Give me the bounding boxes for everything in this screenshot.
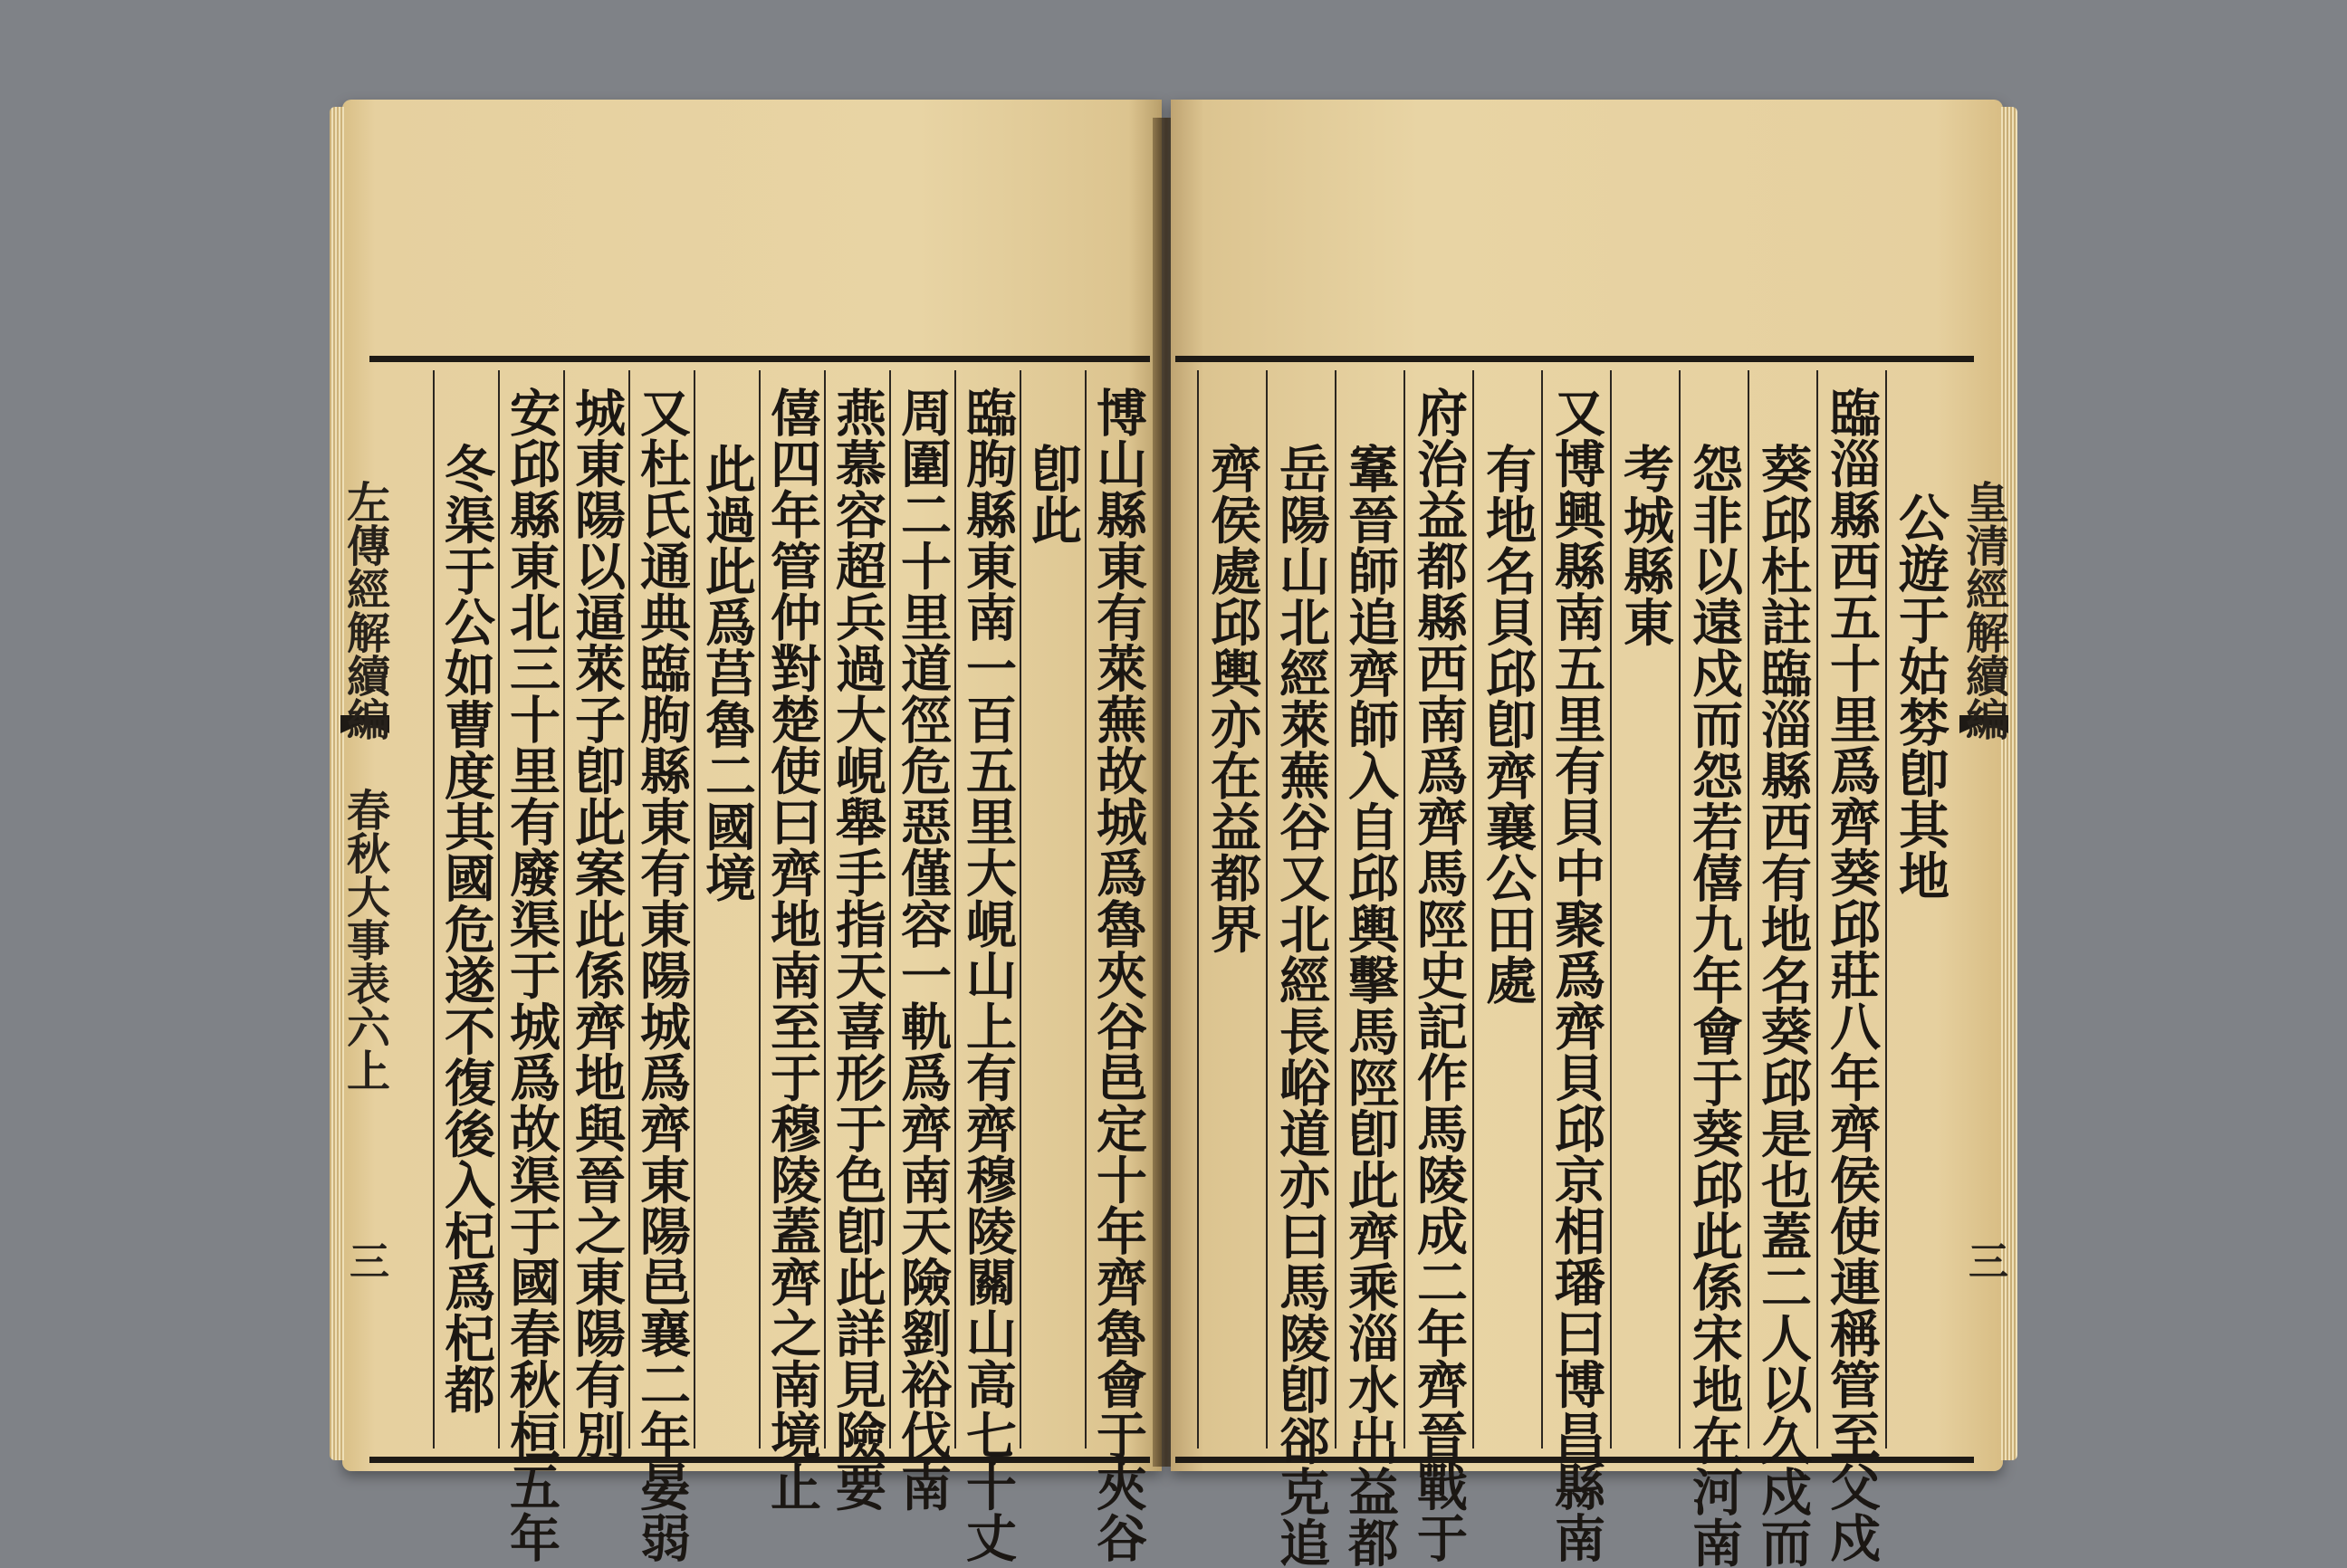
column-text: 又博興縣南五里有貝中聚爲齊貝邱京相璠曰博昌縣南 <box>1547 387 1606 1563</box>
text-column <box>563 370 628 1461</box>
text-column <box>824 370 889 1512</box>
column-text: 周圍二十里道徑危惡僅容一軌爲齊南天險劉裕伐南 <box>893 387 953 1512</box>
text-column <box>1403 370 1472 1563</box>
text-frame-left <box>369 356 1150 1563</box>
text-column <box>1541 370 1610 1563</box>
column-text: 卽此 <box>1023 443 1083 545</box>
right-page <box>1171 100 2009 1568</box>
column-text: 考城縣東 <box>1615 443 1675 647</box>
fold-title: 皇清經解續編 <box>1958 480 2009 741</box>
text-column <box>1020 370 1085 1448</box>
column-text: 冬渠于公如曹度其國危遂不復後入杞爲杞都 <box>436 443 496 1415</box>
text-column <box>694 370 759 1448</box>
column-text: 安邱縣東北三十里有廢渠于城爲故渠于國春秋桓五年 <box>502 387 561 1563</box>
column-text: 僖四年管仲對楚使曰齊地南至于穆陵蓋齊之南境止 <box>762 387 822 1512</box>
text-column <box>954 370 1020 1563</box>
left-page <box>339 100 1162 1563</box>
page-number: 三 <box>1961 1240 2007 1280</box>
column-text: 齊侯處邱輿亦在益都界 <box>1202 443 1262 954</box>
text-column <box>1679 370 1748 1568</box>
column-text: 公遊于姑棼卽其地 <box>1891 492 1950 901</box>
column-text: 岳陽山北經萊蕪谷又北經長峪道亦曰馬陵卽郤克追 <box>1271 443 1331 1568</box>
column-text: 府治益都縣西南爲齊馬陘史記作馬陵成二年齊晉戰于 <box>1409 387 1469 1563</box>
text-column <box>1748 370 1816 1568</box>
top-rule <box>1175 356 1974 362</box>
column-text: 臨淄縣西五十里爲齊葵邱莊八年齊侯使連稱管至父戍 <box>1822 387 1882 1563</box>
text-column <box>889 370 954 1512</box>
column-text: 此過此爲莒魯二國境 <box>697 443 757 904</box>
column-text: 怨非以遠戍而怨若僖九年會于葵邱此係宋地在河南 <box>1684 443 1744 1568</box>
top-rule <box>369 356 1150 362</box>
text-column <box>628 370 694 1563</box>
text-columns <box>1175 370 1954 1568</box>
text-column <box>1197 370 1266 1448</box>
text-column <box>1816 370 1885 1563</box>
column-text: 燕慕容超兵過大峴舉手指天喜形于色卽此詳見險要 <box>828 387 887 1512</box>
text-column <box>1266 370 1335 1568</box>
column-text: 有地名貝邱卽齊襄公田處 <box>1478 443 1538 1006</box>
fold-title: 左傳經解續編 <box>339 480 390 741</box>
column-text: 鞌晉師追齊師入自邱輿擊馬陘卽此齊乘淄水出益都 <box>1340 443 1400 1568</box>
text-column <box>759 370 824 1512</box>
open-book <box>339 100 2009 1568</box>
column-text: 又杜氏通典臨朐縣東有東陽城爲齊東陽邑襄二年晏弱 <box>632 387 692 1563</box>
text-column <box>1472 370 1541 1448</box>
text-column <box>498 370 563 1563</box>
column-text: 博山縣東有萊蕪故城爲魯夾谷邑定十年齊魯會于夾谷 <box>1088 387 1148 1563</box>
text-frame-right <box>1175 356 1974 1568</box>
text-column <box>1085 370 1150 1563</box>
column-text: 葵邱杜註臨淄縣西有地名葵邱是也蓋二人以久戍而 <box>1753 443 1813 1568</box>
text-column <box>1610 370 1679 1448</box>
bottom-rule <box>369 1457 1150 1463</box>
fold-subtitle: 春秋大事表六上 <box>339 788 390 1092</box>
column-text: 城東陽以逼萊子卽此案此係齊地與晉之東陽有別 <box>567 387 627 1461</box>
column-text: 臨朐縣東南一百五里大峴山上有齊穆陵關山高七十丈 <box>958 387 1018 1563</box>
text-column <box>433 370 498 1448</box>
page-number: 三 <box>342 1240 388 1280</box>
text-column <box>1885 370 1954 1448</box>
text-columns <box>424 370 1150 1563</box>
text-column <box>1335 370 1403 1568</box>
